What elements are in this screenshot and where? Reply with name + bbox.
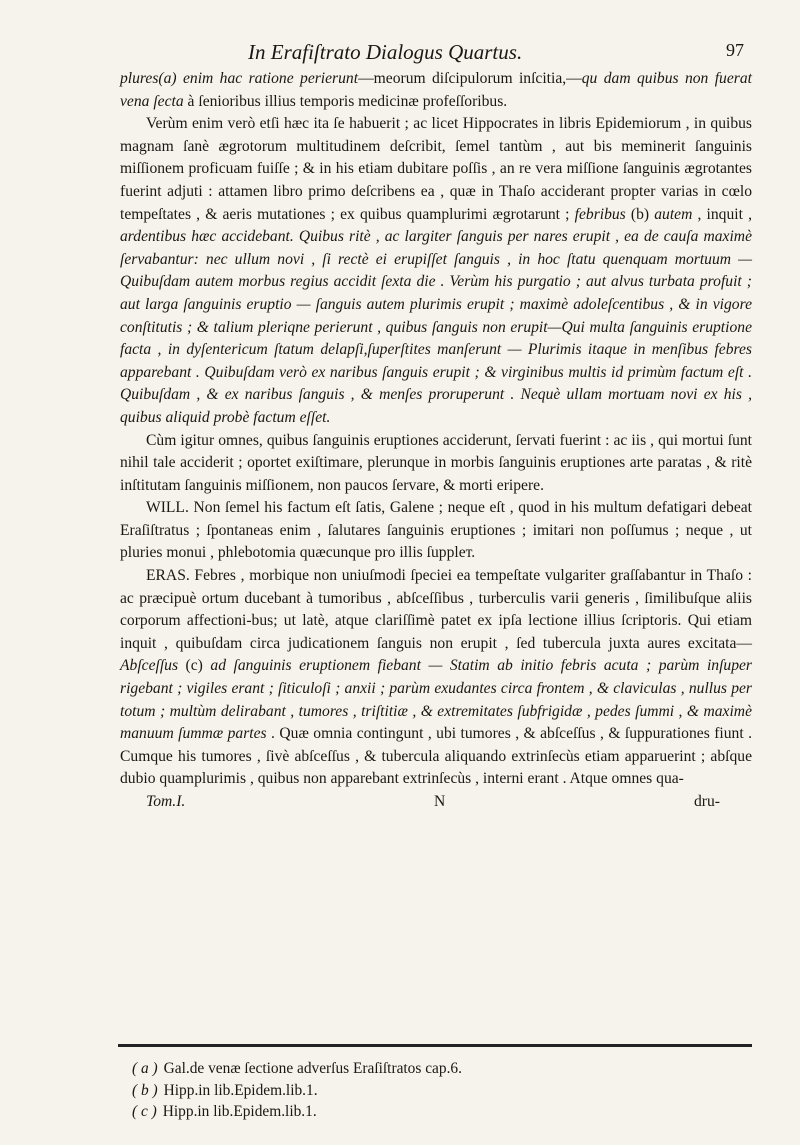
italic-run: Abſceſſus (120, 657, 179, 675)
text-run: , inquit , (692, 205, 752, 223)
italic-run: febribus (574, 205, 626, 223)
footnote-text: Hipp.in lib.Epidem.lib.1. (162, 1103, 317, 1120)
body-text (120, 68, 752, 813)
text-run: à ſenioribus illius temporis medicinæ profeſſoribus. (183, 92, 508, 110)
italic-run: plures( (120, 70, 164, 87)
footnote-rule (118, 1044, 752, 1047)
text-run: ERAS. Febres , morbique non uniuſmodi ſpeciei ea tempeſtate vulgariter graſſabantur in Thaſo : ac præcipuè ortum ducebant à tumoribus , abſceſſibus , turberculis varii generis , ſimilibuſque aliis corporum affectioni-bus; ut latè, atque clariſſimè patet ex ipſa lectione illius ſcriptoris. Qui etiam inquit , quibuſdam circa judicationem ſanguis non erupit , ſed tubercula juxta aures excitata— (120, 567, 752, 652)
catchword: dru- (694, 793, 720, 810)
footnotes (132, 1058, 462, 1123)
footnote-mark: ( b ) (132, 1081, 158, 1099)
paragraph-1 (120, 68, 752, 113)
italic-run: ardentibus hæc accidebant. Quibus ritè , ac largiter ſanguis per nares erupit , ea de cauſa maximè ſervabantur: nec ullum novi , ſi rectè ei erupiſſet ſanguis , in hoc ſtatu quenquam mortuum —Quibuſdam autem morbus regius accidit ſexta die . Verùm his purgatio ; aut alvus turbata profuit ; aut larga ſanguinis eruptio — ſanguis autem plurimis erupit ; maximè adoleſcentibus , & in vigore conſtitutis ; & talium pleriqne perierunt , quibus ſanguis non erupit—Qui multa ſanguinis eruptione facta , in dyſentericum ſtatum delapſi,ſuperſtites manſerunt — Plurimis itaque in menſibus febres apparebant . Quibuſdam verò ex naribus ſanguis erupit ; & virginibus multis id primùm factum eſt . Quibuſdam , & ex naribus ſanguis , & menſes proruperunt . Nequè ullam mortuam novi ex his , quibus aliquid probè factum eſſet. (120, 228, 752, 426)
text-run: Verùm enim verò etſi hæc ita ſe habuerit ; ac licet Hippocrates in libris Epidemiorum , in quibus magnam ſanè ægrotorum multitudinem deſcribit, ſemel tantùm , aut bis meminerit ſanguinis miſſionem proficuam fuiſſe ; & in his etiam dubitare poſſis , an re vera miſſione ſanguinis ægrotantes fuerint adjuti : attamen libro primo deſcribens ea , quæ in Thaſo acciderant propter varias in cœlo tempeſtates , & aeris mutationes ; ex quibus quamplurimi ægrotarunt ; (120, 115, 752, 223)
italic-run: ) enim hac ratione perierunt (171, 70, 359, 87)
footnote-b (132, 1080, 462, 1102)
running-header (120, 40, 752, 68)
page-number: 97 (726, 40, 744, 60)
italic-run: ad ſanguinis eruptionem fiebant — Statim ab initio febris acuta ; parùm inſuper rigebant ; vigiles erant ; ſiticuloſi ; anxii ; parùm exudantes circa frontem , & claviculas , nullus per totum ; multùm delirabant , tumores , triſtitiæ , & extremitates ſubfrigidæ , pedes ſummi , & maximè manuum ſummæ partes (120, 657, 752, 743)
paragraph-2 (120, 113, 752, 429)
footnote-a (132, 1058, 462, 1080)
footnote-text: Gal.de venæ ſectione adverſus Eraſiſtratos cap.6. (163, 1060, 462, 1077)
text-run: —meorum diſcipulorum inſcitia,— (358, 70, 582, 87)
footnote-mark: ( a ) (132, 1060, 158, 1077)
italic-run: autem (654, 205, 693, 223)
paragraph-3 (120, 430, 752, 498)
paragraph-5 (120, 565, 752, 791)
footnote-mark: ( c ) (132, 1103, 157, 1120)
italic-run: qu dam quibus non fuerat vena ſecta (120, 70, 752, 110)
italic-run: a (163, 70, 172, 87)
footnote-c (132, 1101, 462, 1123)
signature-mark: N (434, 793, 446, 810)
running-title: In Erafiſtrato Dialogus Quartus. (248, 40, 523, 64)
paragraph-4 (120, 497, 752, 565)
text-run: (b) (625, 205, 655, 223)
footnote-text: Hipp.in lib.Epidem.lib.1. (163, 1081, 318, 1099)
page-footer-line (120, 791, 752, 813)
text-run: Cùm igitur omnes, quibus ſanguinis eruptiones acciderunt, ſervati fuerint : ac iis , qui mortui ſunt nihil tale acciderit ; oportet exiſtimare, plerunque in morbis ſanguinis eruptiones arte paratas , & ritè inſtitutam ſanguinis miſſionem, non paucos ſervare, & morti eripere. (120, 431, 752, 494)
text-run: WILL. Non ſemel his factum eſt ſatis, Galene ; neque eſt , quod in his multum defatigari debeat Eraſiſtratus ; ſpontaneas enim , ſalutares ſanguinis eruptiones ; imitari non poſſumus ; neque , ut pluries monui , phlebotomia quæcunque pro illis ſuppleт. (120, 499, 752, 562)
volume-mark: Tom.I. (146, 793, 186, 810)
text-run: . Quæ omnia contingunt , ubi tumores , & abſceſſus , & ſuppurationes fiunt . Cumque his tumores , ſivè abſceſſus , & tubercula aliquando extrinſecùs etiam apparuerint ; abſque dubio quamplurimis , quibus non apparebant extrinſecùs , interni erant . Atque omnes qua- (120, 725, 752, 788)
text-run: (c) (178, 657, 211, 675)
